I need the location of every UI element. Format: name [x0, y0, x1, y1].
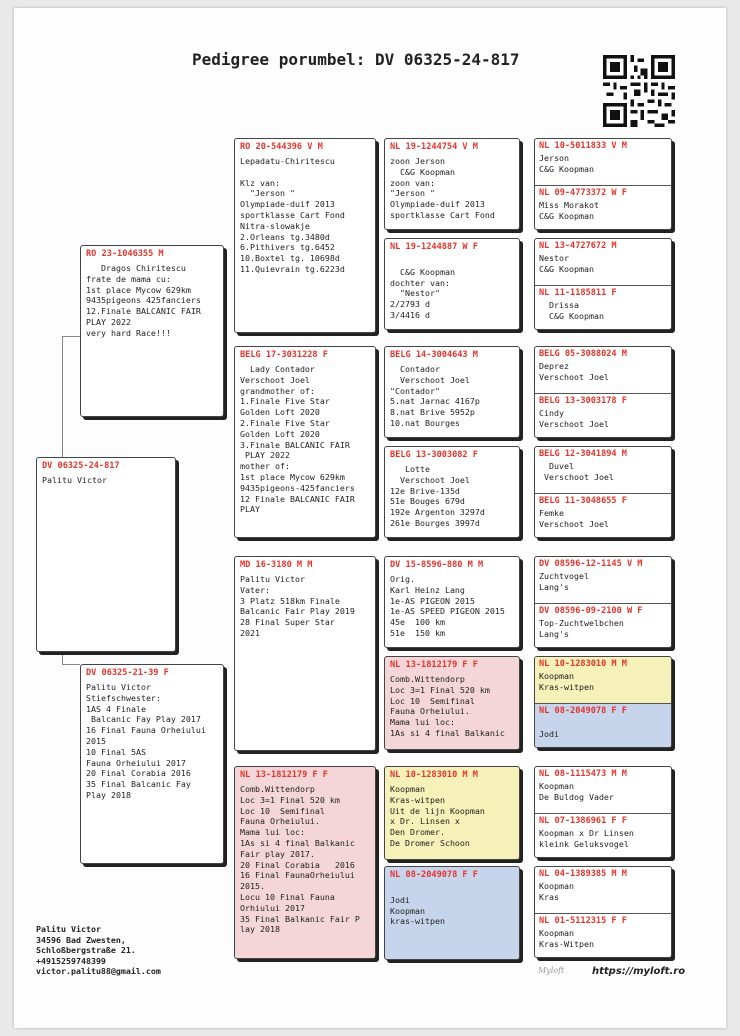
pigeon-ring-number: DV 08596-09-2100 W F — [539, 606, 643, 616]
great-grandparent-card — [384, 556, 520, 648]
pigeon-notes: Duvel Verschoot Joel — [543, 461, 614, 482]
sire-card — [80, 245, 224, 417]
pigeon-notes: Comb.Wittendorp Loc 3=1 Final 520 km Loc 10 Semifinal Fauna Orheiului. Mama lui loc: 1As si 4 final Balkanic Fair play 2017. 20 Final Corabia 2016 16 Final FaunaOrheiului 2015. Locu 10 Final Fauna Orhiului 2017 35 Final Balkanic Fair P lay 2018 — [240, 784, 360, 935]
great-grandparent-card — [384, 238, 520, 330]
pigeon-ring-number: DV 08596-12-1145 V M — [539, 559, 643, 569]
pigeon-notes: Koopman Kras-witpen — [539, 671, 594, 692]
pigeon-ring-number: NL 08-1115473 M M — [539, 769, 627, 779]
great-grandparent-card — [384, 656, 520, 750]
pigeon-ring-number: BELG 14-3004643 M — [390, 350, 478, 360]
pigeon-ring-number: BELG 13-3003082 F — [390, 450, 478, 460]
pigeon-ring-number: BELG 13-3003178 F — [539, 396, 627, 406]
pigeon-notes: Jodi — [539, 728, 559, 739]
pigeon-ring-number: NL 09-4773372 W F — [539, 188, 627, 198]
pigeon-notes: Koopman De Buldog Vader — [539, 781, 614, 802]
pigeon-notes: Lepadatu-Chiritescu Klz van: "Jerson " Olympiade-duif 2013 sportklasse Cart Fond Nitra-slowakje 2.Orleans tg.3480d 6.Pithivers tg.6452 10.Boxtel tg. 10698d 11.Quievrain tg.6223d — [240, 156, 345, 274]
pigeon-notes: Contador Verschoot Joel "Contador" 5.nat Jarnac 4167p 8.nat Brive 5952p 10.nat Bourges — [390, 364, 480, 428]
pigeon-ring-number: DV 06325-24-817 — [42, 461, 120, 471]
pigeon-ring-number: NL 10-5011833 V M — [539, 141, 627, 151]
pigeon-ring-number: BELG 12-3041894 M — [539, 449, 627, 459]
pigeon-owner: Palitu Victor — [42, 475, 107, 485]
gggp-pair-card — [534, 346, 672, 438]
pigeon-ring-number: NL 07-1386961 F F — [539, 816, 627, 826]
pigeon-ring-number: NL 13-1812179 F F — [390, 660, 478, 670]
pigeon-notes: Koopman Kras — [539, 881, 574, 902]
pigeon-notes: zoon Jerson C&G Koopman zoon van: "Jerson " Olympiade-duif 2013 sportklasse Cart Fond — [390, 156, 495, 220]
grandparent-card — [234, 556, 376, 751]
connector-line — [62, 652, 63, 664]
dam-card — [80, 664, 224, 864]
pigeon-notes: Koopman Kras-Witpen — [539, 928, 594, 949]
pigeon-ring-number: NL 08-2049078 F F — [390, 870, 478, 880]
great-grandparent-card — [384, 346, 520, 438]
gggp-pair-card — [534, 446, 672, 538]
pigeon-ring-number: NL 08-2049078 F F — [539, 706, 627, 716]
gggp-pair-card — [534, 866, 672, 958]
pigeon-notes: Koopman Kras-witpen Uit de lijn Koopman x Dr. Linsen x Den Dromer. De Dromer Schoon — [390, 784, 485, 848]
pigeon-ring-number: NL 13-1812179 F F — [240, 770, 328, 780]
gggp-pair-card — [534, 238, 672, 330]
page-title: Pedigree porumbel: DV 06325-24-817 — [192, 50, 520, 69]
gggp-pair-card — [534, 138, 672, 230]
pigeon-ring-number: NL 13-4727672 M — [539, 241, 617, 251]
pigeon-ring-number: NL 11-1185811 F — [539, 288, 617, 298]
pigeon-notes: Jodi Koopman kras-witpen — [390, 894, 445, 927]
pigeon-notes: Nestor C&G Koopman — [539, 253, 594, 274]
connector-line — [62, 336, 63, 458]
great-grandparent-card — [384, 446, 520, 538]
pigeon-ring-number: RO 23-1046355 M — [86, 249, 164, 259]
pigeon-notes: Miss Morakot C&G Koopman — [539, 200, 599, 221]
owner-address: Palitu Victor 34596 Bad Zwesten, Schloßbergstraße 21. +4915259748399 victor.palitu88@gmail.com — [36, 924, 161, 976]
grandparent-card — [234, 766, 376, 959]
great-grandparent-card — [384, 138, 520, 230]
gggp-pair-card — [534, 556, 672, 648]
great-grandparent-card — [384, 766, 520, 860]
website-link[interactable]: https://myloft.ro — [592, 966, 686, 977]
pigeon-ring-number: NL 10-1283010 M M — [539, 659, 627, 669]
grandparent-card — [234, 138, 376, 333]
pigeon-notes: Drissa C&G Koopman — [548, 300, 604, 321]
signature: Myloft — [538, 966, 565, 975]
pigeon-notes: Deprez Verschoot Joel — [539, 361, 609, 382]
gggp-pair-card — [534, 656, 672, 748]
pigeon-notes: Cindy Verschoot Joel — [539, 408, 609, 429]
subject-pigeon-card — [36, 457, 176, 652]
great-grandparent-card — [384, 866, 520, 960]
pigeon-notes: Palitu Victor Stiefschwester: 1AS 4 Finale Balcanic Fay Play 2017 16 Final Fauna Orheiului 2015 10 Final 5AS Fauna Orheiului 2017 20 Final Corabia 2016 35 Final Balcanic Fay Play 2018 — [86, 682, 206, 800]
pigeon-notes: Lotte Verschoot Joel 12e Brive-135d 51e Bouges 679d 192e Argenton 3297d 261e Bourges 3997d — [390, 464, 485, 528]
connector-line — [62, 664, 80, 665]
pigeon-notes: Lady Contador Verschoot Joel grandmother of: 1.Finale Five Star Golden Loft 2020 2.Finale Five Star Golden Loft 2020 3.Finale BALCANIC FAIR PLAY 2022 mother of: 1st place Mycow 629km 9435pigeons-425fanciers 12 Finale BALCANIC FAIR PLAY — [240, 364, 355, 515]
pigeon-ring-number: NL 19-1244887 W F — [390, 242, 478, 252]
pigeon-notes: Jerson C&G Koopman — [539, 153, 594, 174]
pigeon-ring-number: MD 16-3180 M M — [240, 560, 313, 570]
pigeon-notes: C&G Koopman dochter van: "Nestor" 2/2793 d 3/4416 d — [390, 266, 455, 320]
pigeon-ring-number: BELG 05-3088024 M — [539, 349, 627, 359]
grandparent-card — [234, 346, 376, 538]
pigeon-ring-number: NL 19-1244754 V M — [390, 142, 478, 152]
pigeon-notes: Koopman x Dr Linsen kleink Geluksvogel — [539, 828, 634, 849]
pigeon-ring-number: DV 15-8596-880 M M — [390, 560, 484, 570]
pigeon-ring-number: RO 20-544396 V M — [240, 142, 323, 152]
pigeon-ring-number: NL 10-1283010 M M — [390, 770, 478, 780]
pigeon-notes: Comb.Wittendorp Loc 3=1 Final 520 km Loc 10 Semifinal Fauna Orheiului. Mama lui loc: 1As si 4 final Balkanic — [390, 674, 505, 738]
pigeon-notes: Top-Zuchtwelbchen Lang's — [539, 618, 624, 639]
pigeon-notes: Zuchtvogel Lang's — [539, 571, 589, 592]
connector-line — [62, 336, 80, 337]
pigeon-notes: Palitu Victor Vater: 3 Platz 518km Finale Balcanic Fair Play 2019 28 Final Super Star 2021 — [240, 574, 355, 638]
pigeon-ring-number: NL 04-1389385 M M — [539, 869, 627, 879]
pigeon-notes: Dragos Chiritescu frate de mama cu: 1st place Mycow 629km 9435pigeons 425fanciers 12.Finale BALCANIC FAIR PLAY 2022 very hard Race!!! — [86, 263, 201, 338]
qr-code-icon — [603, 55, 675, 127]
pigeon-notes: Femke Verschoot Joel — [539, 508, 609, 529]
gggp-pair-card — [534, 766, 672, 858]
pigeon-ring-number: BELG 11-3048655 F — [539, 496, 627, 506]
pigeon-notes: Orig. Karl Heinz Lang 1e-AS PIGEON 2015 1e-AS SPEED PIGEON 2015 45e 100 km 51e 150 km — [390, 574, 505, 638]
pigeon-ring-number: NL 01-5112315 F F — [539, 916, 627, 926]
pigeon-ring-number: DV 06325-21-39 F — [86, 668, 169, 678]
pigeon-ring-number: BELG 17-3031228 F — [240, 350, 328, 360]
